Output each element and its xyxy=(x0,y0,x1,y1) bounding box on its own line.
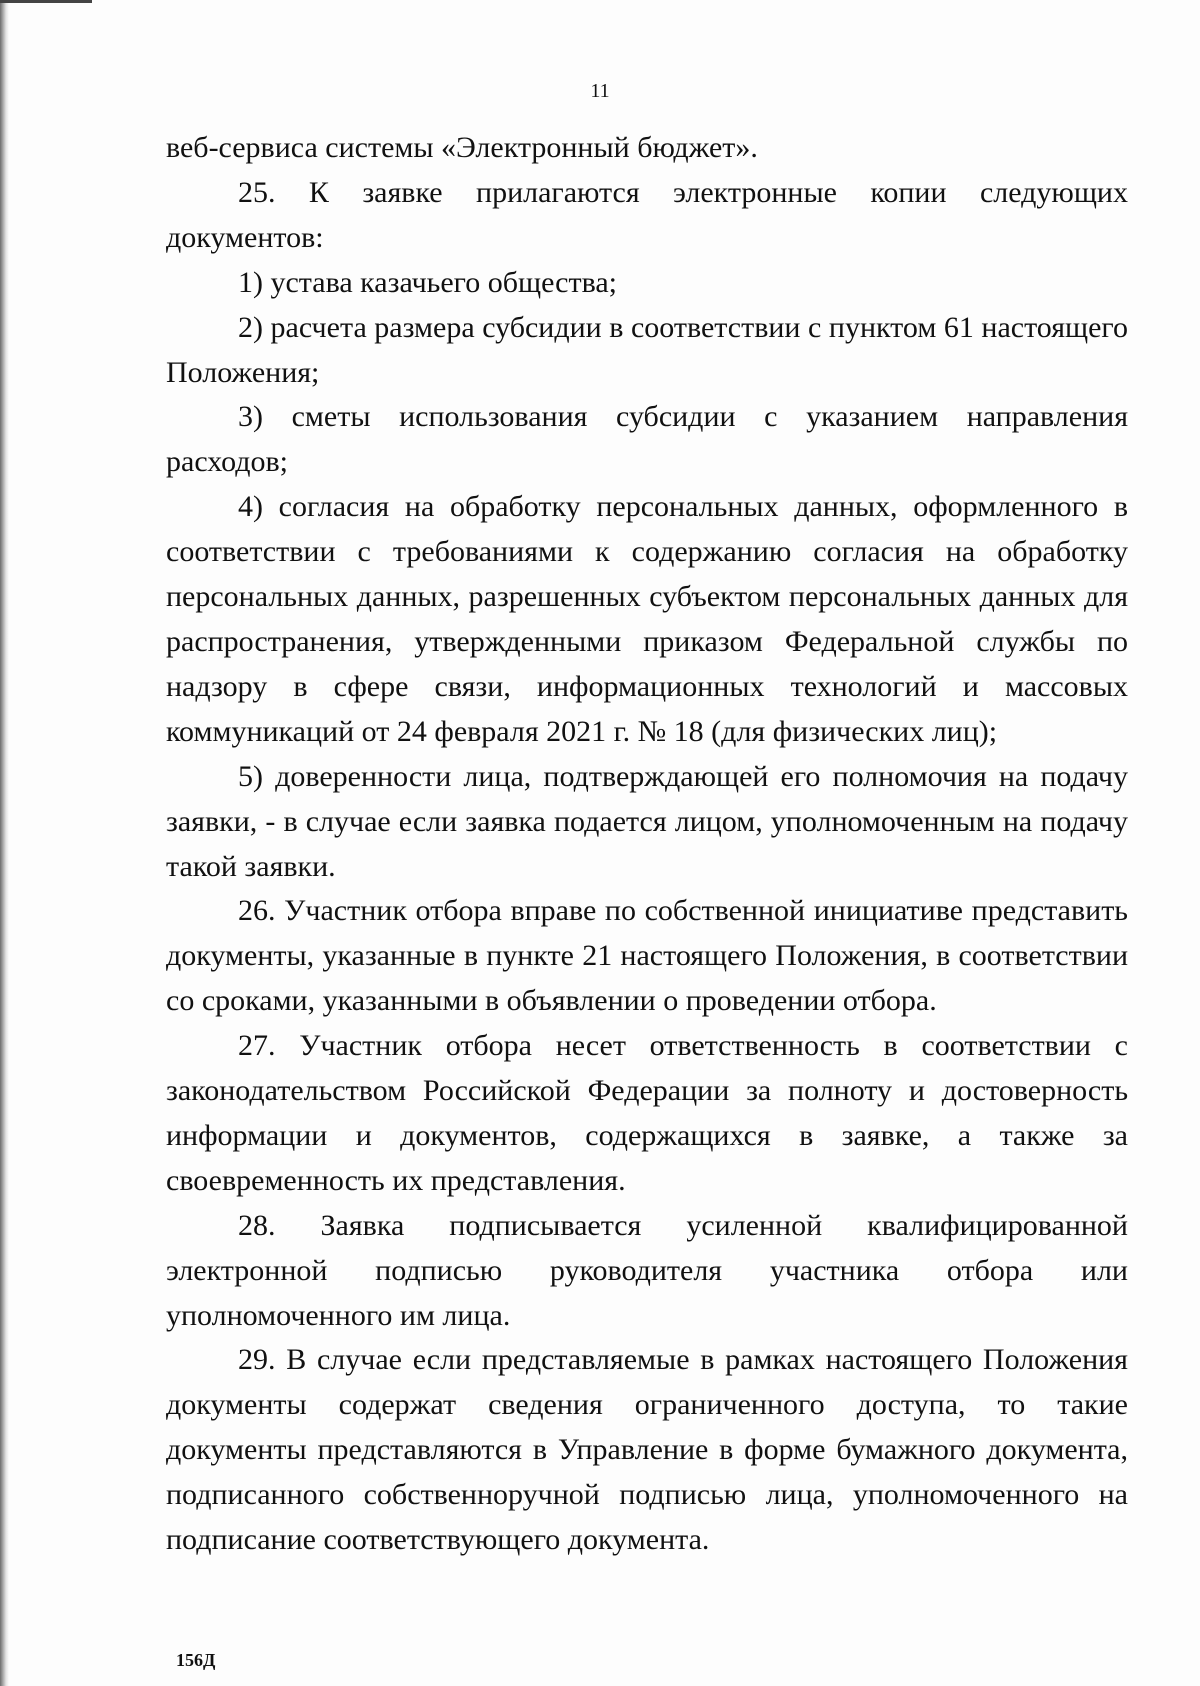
scan-edge xyxy=(0,0,9,1686)
paragraph-28: 28. Заявка подписывается усиленной квалифицированной электронной подписью руководителя участника отбора или уполномоченного им лица. xyxy=(166,1208,1128,1332)
list-item-1: 1) устава казачьего общества; xyxy=(238,265,617,299)
document-code: 156Д xyxy=(176,1650,216,1670)
paragraph-27: 27. Участник отбора несет ответственность в соответствии с законодательством Российской Федерации за полноту и достоверность информации и документов, содержащихся в заявке, а также за своевременность их представления. xyxy=(166,1029,1128,1197)
paragraph-continuation: веб-сервиса системы «Электронный бюджет». xyxy=(166,131,758,164)
paragraph-25: 25. К заявке прилагаются электронные копии следующих документов: xyxy=(166,175,1128,254)
paragraph-29: 29. В случае если представляемые в рамках настоящего Положения документы содержат сведения ограниченного доступа, то такие документы представляются в Управление в форме бумажного документа, подписанного собственноручной подписью лица, уполномоченного на подписание соответствующего документа. xyxy=(166,1343,1128,1557)
scan-mark xyxy=(0,0,92,3)
list-item-3: 3) сметы использования субсидии с указанием направления расходов; xyxy=(166,400,1128,479)
list-item-2: 2) расчета размера субсидии в соответствии с пунктом 61 настоящего Положения; xyxy=(166,310,1128,389)
page-number: 11 xyxy=(590,80,610,102)
list-item-5: 5) доверенности лица, подтверждающей его полномочия на подачу заявки, - в случае если заявка подается лицом, уполномоченным на подачу такой заявки. xyxy=(166,759,1128,883)
list-item-4: 4) согласия на обработку персональных данных, оформленного в соответствии с требованиями к содержанию согласия на обработку персональных данных, разрешенных субъектом персональных данных для распространения, утвержденными приказом Федеральной службы по надзору в сфере связи, информационных технологий и массовых коммуникаций от 24 февраля 2021 г. № 18 (для физических лиц); xyxy=(166,490,1128,748)
document-body xyxy=(166,126,1128,1563)
paragraph-26: 26. Участник отбора вправе по собственной инициативе представить документы, указанные в пункте 21 настоящего Положения, в соответствии со сроками, указанными в объявлении о проведении отбора. xyxy=(166,894,1128,1018)
